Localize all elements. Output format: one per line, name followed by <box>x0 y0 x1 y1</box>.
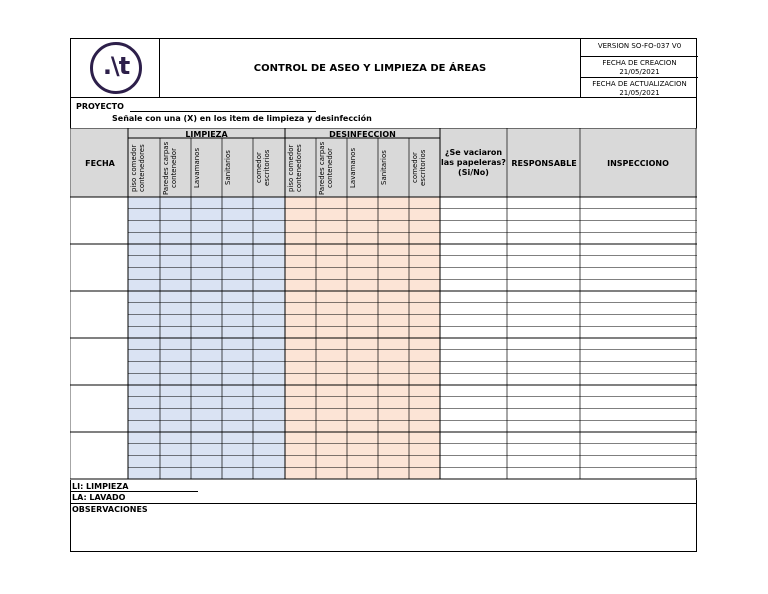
subcol-label: Lavamanos <box>193 147 201 189</box>
form-title: CONTROL DE ASEO Y LIMPIEZA DE ÁREAS <box>253 62 487 74</box>
subcol-label: Paredes carpas contenedor <box>162 141 178 195</box>
group-desinfeccion: DESINFECCION <box>329 130 396 139</box>
subcol-label: piso comedor contenedores <box>130 144 146 192</box>
form-metadata <box>580 38 697 98</box>
legend-la: LA: LAVADO <box>72 493 126 502</box>
subcol-label: comedor escritorios <box>411 149 427 187</box>
subcol-label: piso comedor contenedores <box>287 144 303 192</box>
subcol-label: Lavamanos <box>349 147 357 189</box>
subcol-label: comedor escritorios <box>255 149 271 187</box>
observaciones-field[interactable] <box>70 516 697 551</box>
legend-li: LI: LIMPIEZA <box>72 482 129 491</box>
subcol-label: Paredes carpas contenedor <box>318 141 334 195</box>
col-fecha: FECHA <box>85 159 115 168</box>
observaciones-label: OBSERVACIONES <box>72 505 148 514</box>
col-papeleras: ¿Se vaciaron las papeleras? (Si/No) <box>441 148 506 177</box>
instructions: Señale con una (X) en los item de limpieza y desinfección <box>112 114 372 123</box>
subcol-label: Sanitarios <box>224 150 232 186</box>
creation-date: FECHA DE CREACION 21/05/2021 <box>581 56 698 77</box>
subcol-label: Sanitarios <box>380 150 388 186</box>
version-label: VERSION SO-FO-037 V0 <box>597 42 682 50</box>
update-date: FECHA DE ACTUALIZACION 21/05/2021 <box>581 77 698 98</box>
col-responsable: RESPONSABLE <box>511 159 577 168</box>
project-input-line[interactable] <box>130 111 316 112</box>
logo-text: .\t <box>102 52 130 80</box>
col-inspecciono: INSPECCIONO <box>607 159 669 168</box>
project-label: PROYECTO <box>76 102 124 111</box>
group-limpieza: LIMPIEZA <box>185 130 228 139</box>
